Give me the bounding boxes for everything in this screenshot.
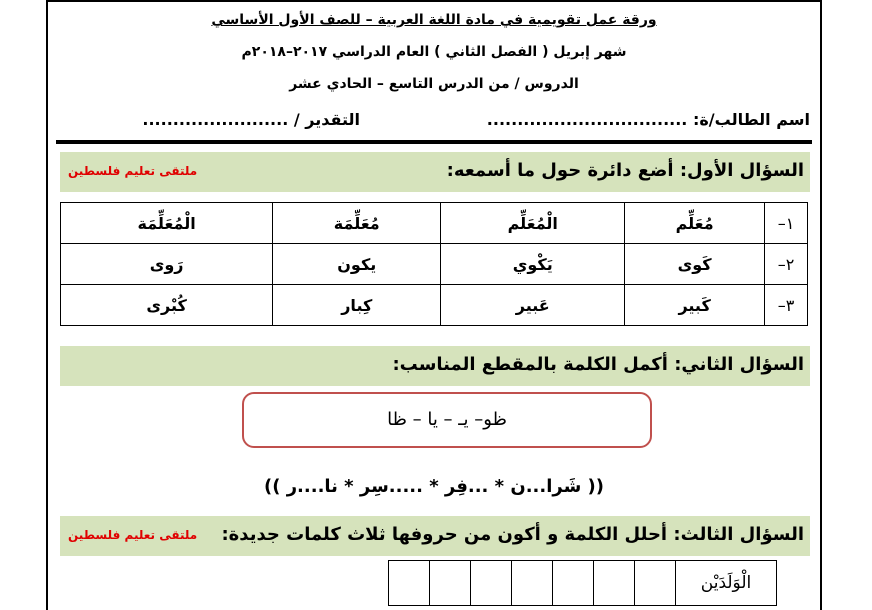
word-choice[interactable]: يَكْوي [441, 244, 625, 285]
row-number: ١– [765, 203, 808, 244]
q3-title-bar [60, 516, 810, 556]
watermark-text: ملتقى تعليم فلسطين [68, 164, 198, 178]
analysis-word: الْوَلَدَيْن [676, 561, 777, 606]
word-choice[interactable]: الْمُعَلِّم [441, 203, 625, 244]
table-row [61, 203, 808, 244]
header-divider [56, 140, 812, 144]
q1-title-bar [60, 152, 810, 192]
row-number: ٢– [765, 244, 808, 285]
word-choice[interactable]: الْمُعَلِّمَة [61, 203, 273, 244]
worksheet-lessons: الدروس / من الدرس التاسع – الحادي عشر [289, 76, 579, 92]
q3-title: السؤال الثالث: أحلل الكلمة و أكون من حروفها ثلاث كلمات جديدة: [221, 524, 804, 545]
worksheet-title: ورقة عمل تقويمية في مادة اللغة العربية – للصف الأول الأساسي [211, 12, 657, 28]
word-choice[interactable]: كِبار [273, 285, 441, 326]
syllable-choices-box: ظو– يـ – يا – ظا [242, 392, 652, 448]
letter-box[interactable] [430, 561, 471, 606]
table-row [61, 285, 808, 326]
grade-field[interactable]: التقدير / ........................ [142, 110, 360, 129]
student-name-field[interactable]: اسم الطالب/ة: ................................. [486, 110, 810, 129]
worksheet [46, 0, 822, 610]
fill-in-blanks-line[interactable]: (( شَرا...ن * ...فِر * .....سِر * نا....ر )) [263, 476, 605, 497]
word-choice[interactable]: مُعَلِّم [625, 203, 765, 244]
letter-box[interactable] [512, 561, 553, 606]
q1-title: السؤال الأول: أضع دائرة حول ما أسمعه: [446, 160, 804, 181]
watermark-text: ملتقى تعليم فلسطين [68, 528, 198, 542]
letter-box[interactable] [389, 561, 430, 606]
student-info-row [48, 106, 820, 132]
word-choice[interactable]: كَوى [625, 244, 765, 285]
q1-table [60, 202, 808, 326]
word-choice[interactable]: كُبْرى [61, 285, 273, 326]
word-choice[interactable]: رَوى [61, 244, 273, 285]
letter-box[interactable] [635, 561, 676, 606]
table-row [61, 244, 808, 285]
worksheet-date: شهر إبريل ( الفصل الثاني ) العام الدراسي ٢٠١٧–٢٠١٨م [241, 44, 627, 60]
q3-analysis-table [388, 560, 777, 606]
letter-box[interactable] [594, 561, 635, 606]
word-choice[interactable]: يكون [273, 244, 441, 285]
word-choice[interactable]: عَبير [441, 285, 625, 326]
letter-box[interactable] [553, 561, 594, 606]
table-row [389, 561, 777, 606]
q2-title: السؤال الثاني: أكمل الكلمة بالمقطع المناسب: [392, 354, 804, 375]
word-choice[interactable]: مُعَلِّمَة [273, 203, 441, 244]
word-choice[interactable]: كَبير [625, 285, 765, 326]
letter-box[interactable] [471, 561, 512, 606]
q2-title-bar [60, 346, 810, 386]
row-number: ٣– [765, 285, 808, 326]
